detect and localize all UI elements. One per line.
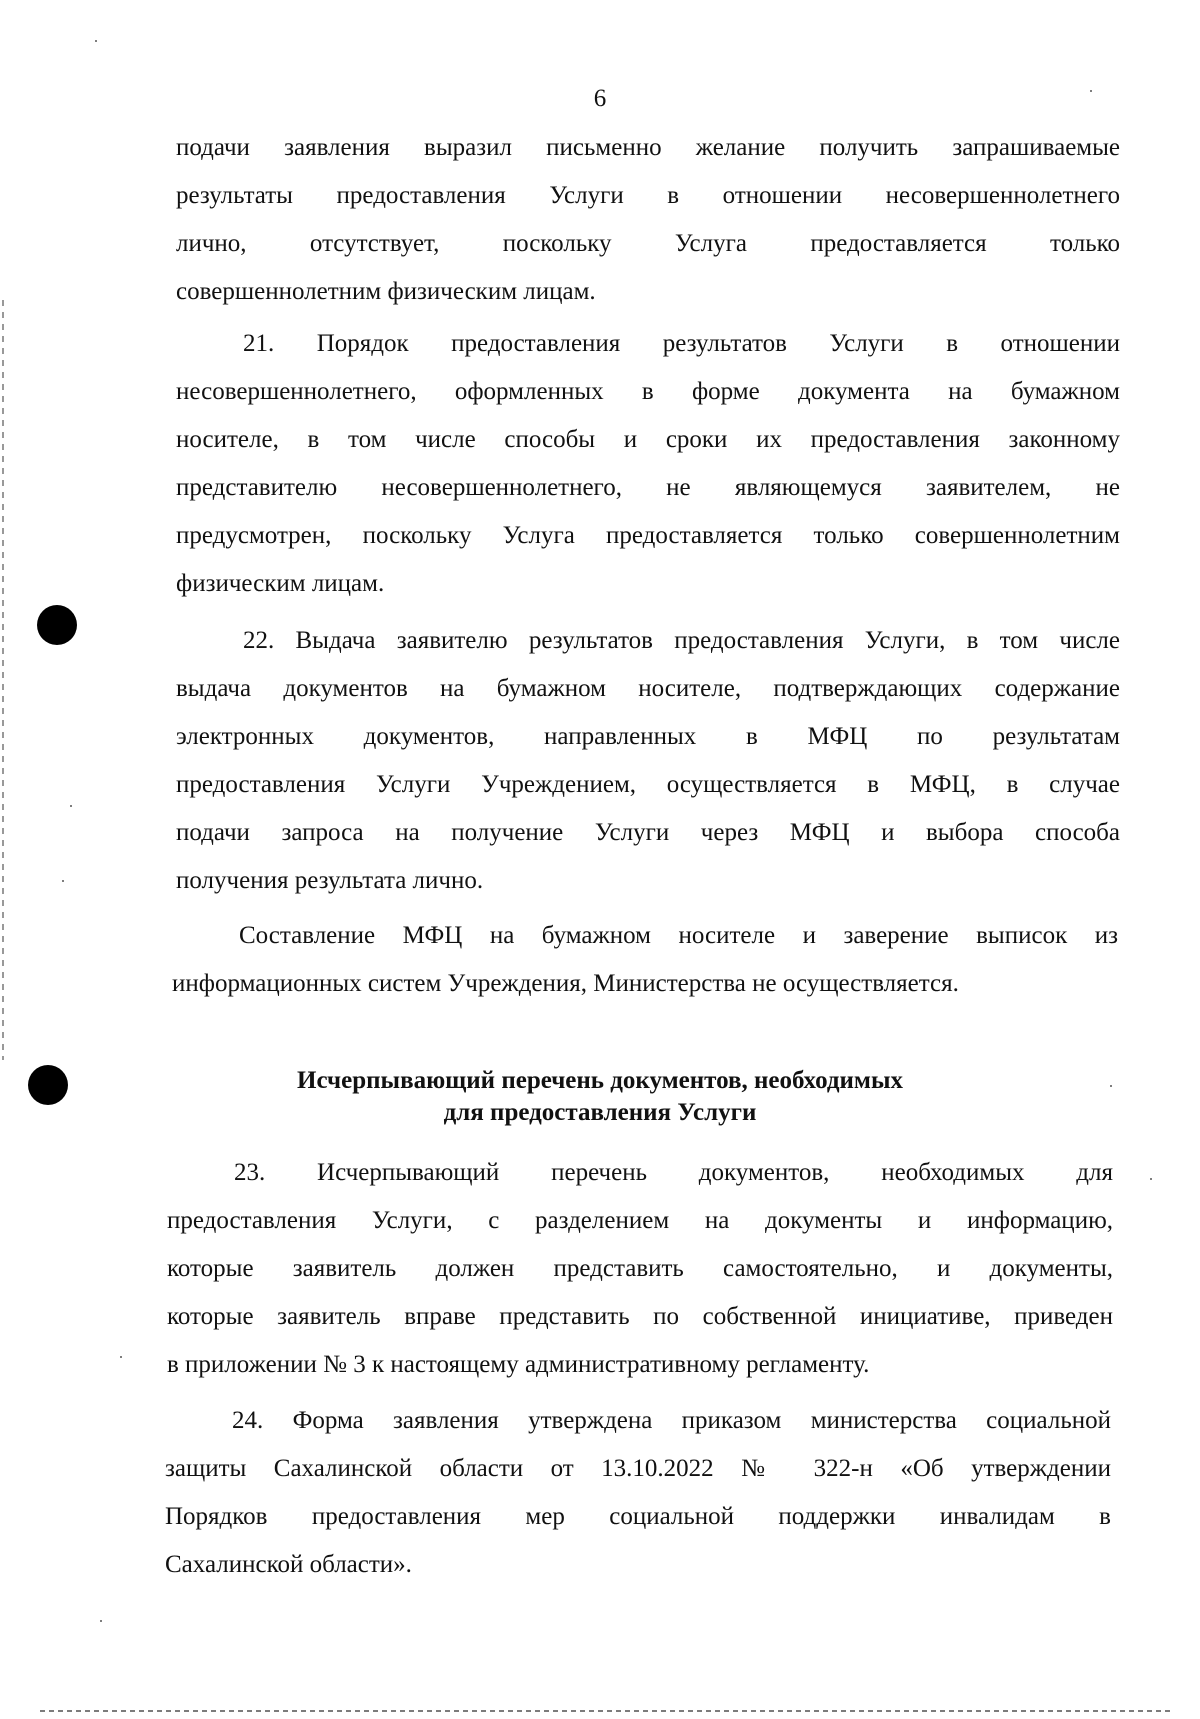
scan-speck bbox=[95, 40, 97, 42]
text-line: физическим лицам. bbox=[176, 570, 385, 597]
text-line: лично, отсутствует, поскольку Услуга предоставляется только bbox=[176, 230, 1120, 257]
text-line: совершеннолетним физическим лицам. bbox=[176, 278, 596, 305]
text-line: электронных документов, направленных в МФЦ по результатам bbox=[176, 723, 1120, 750]
text-line: защиты Сахалинской области от 13.10.2022 № 322-н «Об утверждении bbox=[165, 1455, 1111, 1482]
text-line: получения результата лично. bbox=[176, 867, 484, 894]
text-line: 23. Исчерпывающий перечень документов, необходимых для bbox=[234, 1159, 1113, 1186]
scan-left-edge bbox=[2, 300, 4, 1060]
heading-line: Исчерпывающий перечень документов, необходимых bbox=[297, 1067, 903, 1094]
text-line: подачи запроса на получение Услуги через МФЦ и выбора способа bbox=[176, 819, 1120, 846]
text-line: Сахалинской области». bbox=[165, 1551, 412, 1578]
text-line: предусмотрен, поскольку Услуга предоставляется только совершеннолетним bbox=[176, 522, 1120, 549]
scan-bottom-edge bbox=[40, 1710, 1170, 1712]
text-line: которые заявитель вправе представить по собственной инициативе, приведен bbox=[167, 1303, 1113, 1330]
scan-speck bbox=[62, 880, 64, 882]
scan-speck bbox=[100, 1620, 102, 1622]
paragraph-continuation bbox=[176, 124, 1120, 316]
text-line: 24. Форма заявления утверждена приказом министерства социальной bbox=[232, 1407, 1111, 1434]
paragraph-21 bbox=[176, 320, 1120, 608]
punch-hole bbox=[28, 1065, 68, 1105]
text-line: подачи заявления выразил письменно желание получить запрашиваемые bbox=[176, 134, 1120, 161]
text-line: Составление МФЦ на бумажном носителе и заверение выписок из bbox=[239, 922, 1118, 949]
scan-speck bbox=[1150, 1178, 1152, 1180]
text-line: 21. Порядок предоставления результатов Услуги в отношении bbox=[243, 330, 1120, 357]
text-line: 22. Выдача заявителю результатов предоставления Услуги, в том числе bbox=[243, 627, 1120, 654]
heading-line: для предоставления Услуги bbox=[443, 1099, 757, 1126]
scan-speck bbox=[70, 805, 72, 807]
text-line: информационных систем Учреждения, Министерства не осуществляется. bbox=[172, 970, 959, 997]
text-line: результаты предоставления Услуги в отношении несовершеннолетнего bbox=[176, 182, 1120, 209]
paragraph-24 bbox=[165, 1397, 1111, 1589]
paragraph-22-continuation bbox=[172, 912, 1118, 1008]
scan-speck bbox=[120, 1356, 122, 1358]
text-line: выдача документов на бумажном носителе, подтверждающих содержание bbox=[176, 675, 1120, 702]
text-line: в приложении № 3 к настоящему административному регламенту. bbox=[167, 1351, 870, 1378]
paragraph-22 bbox=[176, 617, 1120, 905]
section-heading bbox=[160, 1065, 1040, 1129]
text-line: предоставления Услуги, с разделением на документы и информацию, bbox=[167, 1207, 1113, 1234]
scan-speck bbox=[1090, 90, 1092, 92]
page-number: 6 bbox=[593, 85, 607, 112]
text-line: которые заявитель должен представить самостоятельно, и документы, bbox=[167, 1255, 1113, 1282]
text-line: предоставления Услуги Учреждением, осуществляется в МФЦ, в случае bbox=[176, 771, 1120, 798]
text-line: несовершеннолетнего, оформленных в форме документа на бумажном bbox=[176, 378, 1120, 405]
scan-speck bbox=[1110, 1085, 1112, 1087]
punch-hole bbox=[37, 605, 77, 645]
text-line: представителю несовершеннолетнего, не являющемуся заявителем, не bbox=[176, 474, 1120, 501]
text-line: носителе, в том числе способы и сроки их предоставления законному bbox=[176, 426, 1120, 453]
text-line: Порядков предоставления мер социальной поддержки инвалидам в bbox=[165, 1503, 1111, 1530]
paragraph-23 bbox=[167, 1149, 1113, 1389]
